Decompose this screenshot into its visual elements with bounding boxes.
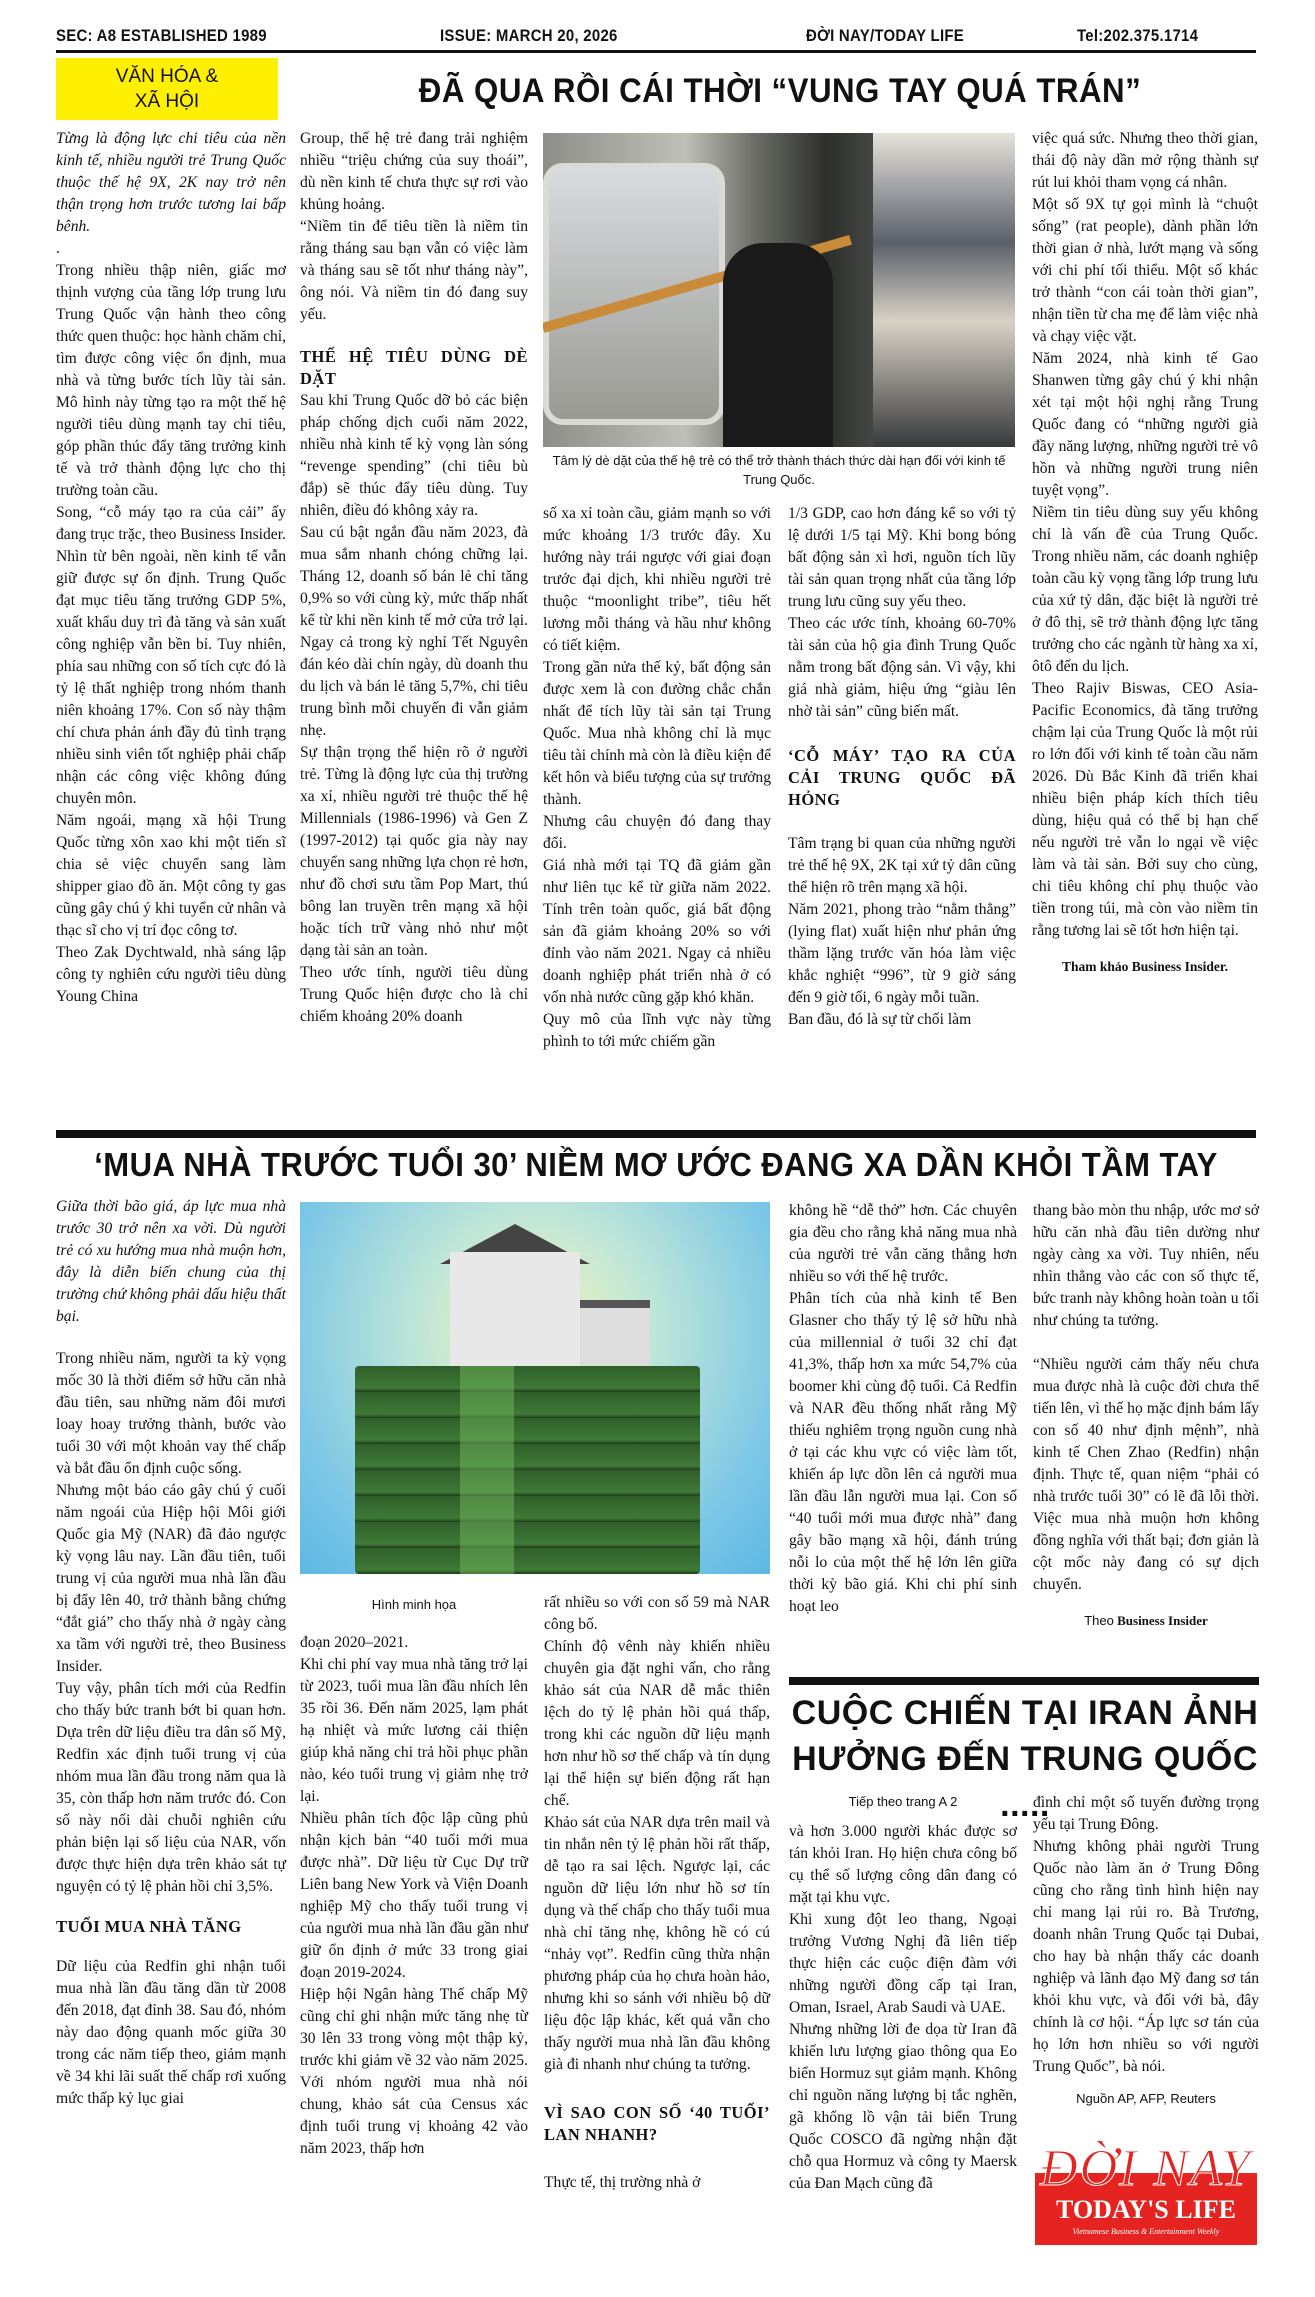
section-tag-line2: XÃ HỘI (134, 91, 200, 112)
article2-subhead1: TUỔI MUA NHÀ TĂNG (56, 1917, 242, 1936)
paragraph: “Niềm tin để tiêu tiền là niềm tin rằng tháng sau bạn vẫn có việc làm và tháng sau sẽ tốt như tháng này”, ông nói. Và niềm tin đó đang suy yếu. (300, 218, 528, 323)
article3-col2 (1033, 1792, 1259, 2110)
paragraph: Nhìn từ bên ngoài, nền kinh tế vẫn giữ được sự ổn định. Trung Quốc đạt mục tiêu tăng trưởng GDP 5%, xuất khẩu duy trì đà tăng và sản xuất công nghiệp vẫn bền bỉ. Tuy nhiên, phía sau những con số tích cực đó là tỷ lệ thất nghiệp trong nhóm thanh niên khoảng 17%. Con số này thậm chí chưa phản ánh đầy đủ tình trạng nhiều sinh viên tốt nghiệp phải chấp nhận các công việc không đúng chuyên môn. (56, 548, 286, 807)
train-aisle (873, 133, 1015, 447)
paragraph: Chính độ vênh này khiến nhiều chuyên gia đặt nghi vấn, cho rằng khảo sát của NAR dễ mắc thiên lệch do tỷ lệ phản hồi quá thấp, trong khi các nguồn dữ liệu mạnh hơn như hồ sơ thế chấp và tín dụng lại thể hiện sự biến động rất hạn chế. (544, 1638, 770, 1809)
logo-tagline: Vietnamese Business & Entertainment Weekly (1072, 2227, 1220, 2236)
paragraph: Tâm trạng bi quan của những người trẻ thế hệ 9X, 2K tại xứ tỷ dân cũng thể hiện rõ trên mạng xã hội. (788, 835, 1016, 896)
article2-lead: Giữa thời bão giá, áp lực mua nhà trước 30 trở nên xa vời. Dù người trẻ có xu hướng mua nhà muộn hơn, đây là diễn biến chung của thị trường chứ không phải dấu hiệu thất bại. (56, 1198, 286, 1325)
paragraph: Nhưng không phải người Trung Quốc nào làm ăn ở Trung Đông cũng cho rằng tình hình hiện nay chỉ mang lại rủi ro. Bà Trương, doanh nhân Trung Quốc tại Dubai, cho hay bà nhận thấy các doanh nghiệp và lãnh đạo Mỹ đang sơ tán khỏi khu vực, và đối với bà, đây chính là cơ hội. “Áp lực sơ tán của họ lớn hơn nhiều so với người Trung Quốc”, bà nói. (1033, 1838, 1259, 2075)
paragraph: Một số 9X tự gọi mình là “chuột sống” (rat people), dành phần lớn thời gian ở nhà, lướt mạng và sống với chi phí tối thiểu. Một số khác trở thành “con cái toàn thời gian”, nhận tiền từ cha mẹ để làm việc nhà và chạy việc vặt. (1032, 196, 1258, 345)
paragraph: việc quá sức. Nhưng theo thời gian, thái độ này dần mở rộng thành sự rút lui khỏi tham vọng cá nhân. (1032, 130, 1258, 191)
paragraph: Theo các ước tính, khoảng 60-70% tài sản của hộ gia đình Trung Quốc nằm trong bất động sản. Vì vậy, khi giá nhà giảm, hiệu ứng “giàu lên nhờ tài sản” cũng biến mất. (788, 615, 1016, 720)
paragraph: Năm 2021, phong trào “nằm thẳng” (lying flat) xuất hiện như phản ứng thầm lặng trước văn hóa làm việc khắc nghiệt “996”, từ 9 giờ sáng đến 9 giờ tối, 6 ngày mỗi tuần. (788, 901, 1016, 1006)
article1-col3 (543, 503, 771, 1053)
article3-source: Nguồn AP, AFP, Reuters (1076, 2091, 1216, 2106)
article1-photo-caption: Tâm lý dè dặt của thế hệ trẻ có thể trở thành thách thức dài hạn đối với kinh tế Trung Quốc. (552, 453, 1006, 487)
article1-headline: ĐÃ QUA RỒI CÁI THỜI “VUNG TAY QUÁ TRÁN” (418, 72, 1142, 110)
money-band (460, 1366, 514, 1574)
article2-col4 (789, 1200, 1017, 1618)
paragraph: và hơn 3.000 người khác được sơ tán khỏi Iran. Họ hiện chưa công bố cụ thể số lượng công dân đang có mặt tại khu vực. (789, 1823, 1017, 1906)
article2-col1 (56, 1196, 286, 2110)
paragraph: thang bào mòn thu nhập, ước mơ sở hữu căn nhà đầu tiên dường như ngày càng xa vời. Tuy nhiên, nếu nhìn thẳng vào các con số thực tế, bức tranh này không hoàn toàn u tối như chúng ta tưởng. (1033, 1202, 1259, 1329)
paragraph: Thực tế, thị trường nhà ở (544, 2174, 701, 2191)
paragraph: Trong nhiều thập niên, giấc mơ thịnh vượng của tầng lớp trung lưu Trung Quốc vận hành theo công thức quen thuộc: học hành chăm chỉ, tìm được công việc ổn định, mua nhà và từng bước tích lũy tài sản. Mô hình này từng tạo ra một thế hệ người tiêu dùng mạnh tay chi tiêu, góp phần thúc đẩy tăng trưởng kinh tế và trở thành động lực cho thị trường toàn cầu. (56, 262, 286, 499)
dnay-logo (1035, 2140, 1257, 2245)
paragraph: Nhưng câu chuyện đó đang thay đổi. (543, 813, 771, 852)
section-tag (56, 58, 278, 120)
house-garage (580, 1300, 650, 1374)
article2-credit (1033, 1610, 1259, 1632)
paragraph: Sự thận trọng thể hiện rõ ở người trẻ. Từng là động lực của thị trường xa xỉ, nhiều người trẻ thuộc thế hệ Millennials (1986-1996) và Gen Z (1997-2012) tại quốc gia này nay chuyển sang những lựa chọn rẻ hơn, như đồ chơi sưu tầm Pop Mart, thú bông lan truyền trên mạng xã hội hoặc tích trữ vàng nhỏ như một dạng tài sản an toàn. (300, 744, 528, 959)
article1-credit: Tham khảo Business Insider. (1061, 959, 1229, 974)
logo-title: ĐỜI NAY (1040, 2140, 1252, 2197)
article1-col2 (300, 128, 528, 1028)
paragraph: Nhiều phân tích độc lập cũng phủ nhận kịch bản “40 tuổi mới mua được nhà”. Dữ liệu từ Cục Dự trữ Liên bang New York và Viện Doanh nghiệp Mỹ cho thấy tuổi trung vị của người mua nhà lần đầu gần như giữ ổn định ở mức 33 trong giai đoạn 2019-2024. (300, 1810, 528, 1981)
article1-col1 (56, 128, 286, 1008)
article1-subhead1: THẾ HỆ TIÊU DÙNG DÈ DẶT (300, 347, 528, 388)
article1-subhead2: ‘CỖ MÁY’ TẠO RA CỦA CẢI TRUNG QUỐC ĐÃ HỎNG (788, 746, 1016, 809)
article1-col4 (788, 503, 1016, 1031)
article2-headline: ‘MUA NHÀ TRƯỚC TUỔI 30’ NIỀM MƠ ƯỚC ĐANG XA DẦN KHỎI TẦM TAY (94, 1146, 1218, 1183)
article1-photo-train (543, 133, 1015, 447)
paragraph: Nhưng một báo cáo gây chú ý cuối năm ngoái của Hiệp hội Môi giới Quốc gia Mỹ (NAR) đã đảo ngược kỳ vọng lâu nay. Lần đầu tiên, tuổi trung vị của người mua nhà lần đầu bị đẩy lên 40, trở thành bằng chứng “đắt giá” cho thấy nhà ở ngày càng xa tầm với người trẻ, theo Business Insider. (56, 1482, 286, 1675)
paragraph: Theo Zak Dychtwald, nhà sáng lập công ty nghiên cứu người tiêu dùng Young China (56, 944, 286, 1005)
paragraph: Theo ước tính, người tiêu dùng Trung Quốc hiện được cho là chỉ chiếm khoảng 20% doanh (300, 964, 528, 1025)
paragraph: đoạn 2020–2021. (300, 1634, 409, 1651)
article3-continued: Tiếp theo trang A 2 (848, 1794, 958, 1809)
paragraph: Giá nhà mới tại TQ đã giảm gần như liên tục kể từ giữa năm 2022. Tính trên toàn quốc, giá bất động sản đã giảm khoảng 20% so với đỉnh vào năm 2021. Ngay cả nhiều doanh nghiệp phát triển nhà ở có vốn nhà nước cũng gặp khó khăn. (543, 857, 771, 1006)
masthead-paper: ĐỜI NAY/TODAY LIFE (806, 26, 965, 45)
masthead-issue: ISSUE: MARCH 20, 2026 (440, 26, 618, 45)
sleeping-passenger (723, 243, 833, 447)
logo-subtitle: TODAY'S LIFE (1056, 2195, 1236, 2224)
train-window (543, 163, 725, 425)
money-stack (355, 1366, 700, 1574)
article1-lead: Từng là động lực chi tiêu của nền kinh tế, nhiều người trẻ Trung Quốc thuộc thế hệ 9X, 2K nay trở nên thận trọng hơn trước tương lai bấp bênh. (56, 130, 286, 235)
paragraph: Năm ngoái, mạng xã hội Trung Quốc từng xôn xao khi một tiến sĩ chia sẻ việc chuyển sang làm shipper giao đồ ăn. Một công ty gas cũng gây chú ý khi tuyển cử nhân và thạc sĩ cho vị trí đọc công tơ. (56, 812, 286, 939)
article3-headline: CUỘC CHIẾN TẠI IRAN ẢNH HƯỞNG ĐẾN TRUNG QUỐC ..... (791, 1694, 1259, 1824)
article2-credit-prefix: Theo (1084, 1613, 1114, 1628)
paragraph: đình chỉ một số tuyến đường trọng yếu tại Trung Đông. (1033, 1794, 1259, 1833)
paragraph: “Nhiều người cảm thấy nếu chưa mua được nhà là cuộc đời chưa thể tiến lên, vì thế họ mặc định bám lấy con số 40 như định mệnh”, nhà kinh tế Chen Zhao (Redfin) nhận định. Thực tế, quan niệm “phải có nhà trước tuổi 30” có lẽ đã lỗi thời. Việc mua nhà muộn hơn không đồng nghĩa với thất bại; đơn giản là cột mốc này đang có sự dịch chuyển. (1033, 1356, 1259, 1593)
paragraph: Hiệp hội Ngân hàng Thế chấp Mỹ cũng chỉ ghi nhận mức tăng nhẹ từ 30 lên 33 trong vòng một thập kỷ, trước khi giảm về 32 vào năm 2025. Với nhóm người mua nhà nói chung, khảo sát của Census xác định tuổi trung vị khoảng 42 vào năm 2023, thấp hơn (300, 1986, 528, 2157)
paragraph: Sau khi Trung Quốc dỡ bỏ các biện pháp chống dịch cuối năm 2022, nhiều nhà kinh tế kỳ vọng làn sóng “revenge spending” (chi tiêu bù đắp) sẽ thúc đẩy tiêu dùng. Tuy nhiên, điều đó không xảy ra. (300, 392, 528, 519)
paragraph: Sau cú bật ngắn đầu năm 2023, đà mua sắm nhanh chóng chững lại. Tháng 12, doanh số bán lẻ chỉ tăng 0,9% so với cùng kỳ, mức thấp nhất kể từ khi nền kinh tế mở cửa trở lại. Ngay cả trong kỳ nghỉ Tết Nguyên đán kéo dài chín ngày, dù doanh thu du lịch và bán lẻ tăng 5,7%, chi tiêu trung bình mỗi chuyến đi vẫn giảm nhẹ. (300, 524, 528, 739)
paragraph: không hề “dễ thở” hơn. Các chuyên gia đều cho rằng khả năng mua nhà của người trẻ vẫn căng thẳng hơn nhiều so với thế hệ trước. (789, 1202, 1017, 1285)
article2-credit-source: Business Insider (1117, 1613, 1208, 1628)
paragraph: Phân tích của nhà kinh tế Ben Glasner cho thấy tỷ lệ sở hữu nhà của millennial ở tuổi 32 chỉ đạt 41,3%, thấp hơn xa mức 54,7% của boomer khi cùng độ tuổi. Cả Redfin và NAR đều thống nhất rằng Mỹ thiếu nghiêm trọng nguồn cung nhà ở tại các khu vực có việc làm tốt, khiến áp lực dồn lên cả người mua lần đầu lẫn người mua lại. Con số “40 tuổi mới mua được nhà” đang gây bão mạng xã hội, đánh trúng nỗi lo của một thế hệ lớn lên giữa thời kỳ bão giá. Khi chi phí sinh hoạt leo (789, 1290, 1017, 1615)
paragraph: 1/3 GDP, cao hơn đáng kể so với tỷ lệ dưới 1/5 tại Mỹ. Khi bong bóng bất động sản xì hơi, nguồn tích lũy tài sản quan trọng nhất của tầng lớp trung lưu cũng suy yếu theo. (788, 505, 1016, 610)
paragraph: Khảo sát của NAR dựa trên mail và tin nhắn nên tỷ lệ phản hồi rất thấp, dễ tạo ra sai lệch. Ngược lại, các nguồn dữ liệu lớn như hồ sơ tín dụng và thế chấp cho thấy tuổi mua nhà chỉ tăng nhẹ, không hề có cú “nhảy vọt”. Redfin cũng thừa nhận phương pháp của họ chưa hoàn hảo, nhưng khi so sánh với nhiều bộ dữ liệu độc lập khác, kết quả vẫn cho thấy người mua nhà lần đầu không già đi nhanh như chúng ta tưởng. (544, 1814, 770, 2073)
paragraph: Ban đầu, đó là sự từ chối làm (788, 1011, 972, 1028)
article-divider (56, 1130, 1256, 1138)
house-body (450, 1252, 580, 1366)
article2-col5 (1033, 1200, 1259, 1632)
paragraph: Năm 2024, nhà kinh tế Gao Shanwen từng gây chú ý khi nhận xét tại một hội nghị rằng Trung Quốc đang có “những người già đầy năng lượng, những người trẻ vô hồn và những người trung niên tuyệt vọng”. (1032, 350, 1258, 499)
paragraph: Quy mô của lĩnh vực này từng phình to tới mức chiếm gần (543, 1011, 771, 1050)
paragraph: Dữ liệu của Redfin ghi nhận tuổi mua nhà lần đầu tăng dần từ 2008 đến 2018, đạt đỉnh 38. Sau đó, nhóm này dao động quanh mốc giữa 30 trong các năm tiếp theo, giảm mạnh về 34 khi lãi suất thế chấp rơi xuống mức thấp kỷ lục giai (56, 1958, 286, 2107)
paragraph: Khi xung đột leo thang, Ngoại trưởng Vương Nghị đã liên tiếp thực hiện các cuộc điện đàm với những người đồng cấp tại Iran, Oman, Israel, Arab Saudi và UAE. (789, 1911, 1017, 2016)
article2-col3 (544, 1592, 770, 2194)
paragraph: Tuy vậy, phân tích mới của Redfin cho thấy bức tranh bớt bi quan hơn. Dựa trên dữ liệu điều tra dân số Mỹ, Redfin xác định tuổi trung vị của nhóm mua lần đầu trong năm qua là 35, còn thấp hơn năm trước đó. Con số này nối dài chuỗi nghiên cứu phản biện lại số liệu của NAR, vốn được thực hiện dựa trên khảo sát tự nguyện có tỷ lệ phản hồi chỉ 3,5%. (56, 1680, 286, 1895)
paragraph: Group, thế hệ trẻ đang trải nghiệm nhiều “triệu chứng của suy thoái”, dù nền kinh tế chưa thực sự rơi vào khủng hoảng. (300, 130, 528, 213)
article3-divider (789, 1677, 1259, 1685)
paragraph: số xa xỉ toàn cầu, giảm mạnh so với mức khoảng 1/3 trước đây. Xu hướng này trái ngược với giai đoạn trước đại dịch, khi nhiều người trẻ thuộc “moonlight tribe”, tiêu hết lương mỗi tháng và hầu như không có tiết kiệm. (543, 505, 771, 654)
section-tag-line1: VĂN HÓA & (115, 66, 219, 87)
paragraph: Trong gần nửa thế kỷ, bất động sản được xem là con đường chắc chắn nhất để tích lũy tài sản tại Trung Quốc. Mua nhà không chỉ là mục tiêu tài chính mà còn là điều kiện để kết hôn và biểu tượng của sự trưởng thành. (543, 659, 771, 808)
article2-photo-caption: Hình minh họa (371, 1597, 457, 1612)
article2-col2 (300, 1632, 528, 2160)
article2-photo-house (300, 1202, 770, 1574)
paragraph: Khi chi phí vay mua nhà tăng trở lại từ 2023, tuổi mua lần đầu nhích lên 35 rồi 36. Đến năm 2025, lạm phát hạ nhiệt và mức lương cải thiện giúp khả năng chi trả hồi phục phần nào, kéo tuổi trung vị giảm nhẹ trở lại. (300, 1656, 528, 1805)
paragraph: Niềm tin tiêu dùng suy yếu không chỉ là vấn đề của Trung Quốc. Trong nhiều năm, các doanh nghiệp toàn cầu kỳ vọng tầng lớp trung lưu của xứ tỷ dân, đặc biệt là người trẻ ở đô thị, sẽ trở thành động lực tăng trưởng cho các ngành từ hàng xa xỉ, ôtô đến du lịch. (1032, 504, 1258, 675)
masthead-section: SEC: A8 ESTABLISHED 1989 (56, 26, 267, 45)
paragraph: Song, “cỗ máy tạo ra của cải” ấy đang trục trặc, theo Business Insider. (56, 504, 286, 543)
masthead-rule (56, 50, 1256, 53)
masthead-tel: Tel:202.375.1714 (1077, 26, 1199, 45)
article3-col1 (789, 1792, 1017, 2195)
paragraph: Theo Rajiv Biswas, CEO Asia-Pacific Economics, đà tăng trưởng chậm lại của Trung Quốc là một rủi ro lớn đối với kinh tế toàn cầu năm 2026. Dù Bắc Kinh đã triển khai nhiều biện pháp kích thích tiêu dùng, hiệu quả có thể bị hạn chế nếu người trẻ vẫn lo ngại về việc làm và tài sản. Bởi suy cho cùng, chi tiêu không chỉ phụ thuộc vào tiền trong túi, mà còn vào niềm tin rằng tương lai sẽ tốt hơn hiện tại. (1032, 680, 1258, 939)
article1-lead-dot: . (56, 240, 60, 257)
article2-subhead2: VÌ SAO CON SỐ ‘40 TUỔI’ LAN NHANH? (544, 2103, 770, 2144)
article1-col5 (1032, 128, 1258, 978)
paragraph: Trong nhiều năm, người ta kỳ vọng mốc 30 là thời điểm sở hữu căn nhà đầu tiên, sau những năm đôi mươi loay hoay trưởng thành, bước vào tuổi 30 với một khoản vay thế chấp và bắt đầu ổn định cuộc sống. (56, 1350, 286, 1477)
paragraph: Nhưng những lời đe dọa từ Iran đã khiến lưu lượng giao thông qua Eo biển Hormuz sụt giảm mạnh. Không chỉ nguồn năng lượng bị tắc nghẽn, gã khổng lồ vận tải biển Trung Quốc COSCO đã ngừng nhận đặt chỗ qua Hormuz và công ty Maersk của Đan Mạch cũng đã (789, 2021, 1017, 2192)
paragraph: rất nhiều so với con số 59 mà NAR công bố. (544, 1594, 770, 1633)
